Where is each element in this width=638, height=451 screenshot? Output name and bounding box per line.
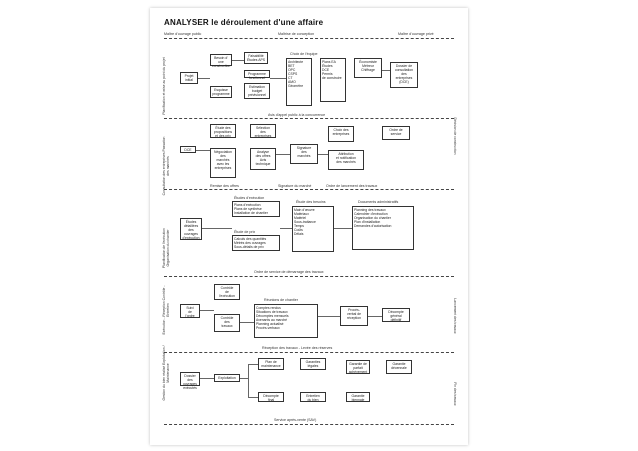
section-label-5: Gestion du bien réalisé Exploitation / Maintenance xyxy=(162,345,170,401)
connector xyxy=(276,154,290,155)
decompte-box: Décompte général définitif xyxy=(382,308,410,322)
marches-box: Signature des marchés xyxy=(290,144,318,164)
connector xyxy=(200,378,214,379)
documents-label: Documents administratifs xyxy=(358,200,399,204)
section4-footer: Réception des travaux - Levée des réserves xyxy=(262,346,333,350)
esquisse-box: Esquisse programme xyxy=(210,86,232,98)
faisabilite-box: Faisabilité Études APS xyxy=(244,52,268,64)
plans-box: Plans EA Études DCE Permis de construire xyxy=(320,58,346,102)
besoins-label: Étude des besoins xyxy=(296,200,326,204)
analyse-box: Analyse des offres Avis technique xyxy=(250,148,276,170)
top-right-label: Maître d'ouvrage privé xyxy=(398,32,434,36)
besoins-list: Main d'œuvre Matériaux Matériel Sous-traitance Temps Coûts Délais xyxy=(292,206,334,252)
section2-footer-right: Ordre de lancement des travaux xyxy=(326,184,378,188)
right-label-3: Fin des travaux xyxy=(453,382,457,406)
connector xyxy=(200,310,214,311)
section-divider-1 xyxy=(164,118,454,119)
biennale-box: Garantie biennale xyxy=(346,392,370,402)
section-label-1: Planification et mise au point du projet xyxy=(162,57,166,115)
section-label-3: Planification de l'exécution Organisation du chantier xyxy=(162,228,170,268)
section-label-4: Exécution - Réception Contrôle - Entretien xyxy=(162,285,170,335)
connector xyxy=(280,228,292,229)
decompte-final-box: Décompte final xyxy=(258,392,284,402)
connector xyxy=(248,364,258,365)
connector xyxy=(240,322,254,323)
entretien-box: Entretien du bien xyxy=(300,392,326,402)
dossier-ouvrages-box: Dossier des ouvrages exécutés xyxy=(180,372,200,386)
right-label-2: Lancement des travaux xyxy=(453,298,457,334)
gpa-box: Garantie de parfait achèvement xyxy=(346,360,370,374)
top-divider xyxy=(164,38,454,39)
etude-execution-label: Études d'exécution xyxy=(234,196,265,200)
etudes-detaillees-box: Études détaillées des ouvrages d'exécution xyxy=(180,218,202,240)
project-init-box: Projet initial xyxy=(180,72,198,84)
connector xyxy=(196,150,210,151)
section5-footer: Service après-vente (SAV) xyxy=(274,418,317,422)
connector xyxy=(368,316,382,317)
pv-reception-box: Procès- verbal de réception xyxy=(340,306,368,326)
section-divider-3 xyxy=(164,276,454,277)
suivi-ordre-box: Suivi de l'ordre xyxy=(180,304,200,318)
controle-execution-box: Contrôle de l'exécution xyxy=(214,284,240,300)
selection-box: Sélection des entreprises xyxy=(250,124,276,138)
connector xyxy=(202,228,232,229)
section2-footer-left: Remise des offres xyxy=(210,184,239,188)
reunions-list: Comptes rendus Situations de travaux Décomptes mensuels Avenants au marché Planning actualisé Procès-verbaux xyxy=(254,304,318,338)
controle-travaux-box: Contrôle des travaux xyxy=(214,314,240,332)
section-label-2: Consultation des entreprises Passation des marchés xyxy=(162,136,170,196)
section-divider-4 xyxy=(164,352,454,353)
connector xyxy=(232,60,244,61)
ordre-service-box: Ordre de service xyxy=(382,126,410,140)
choix-equipe-label: Choix de l'équipe xyxy=(290,52,318,56)
programme-box: Programme fonctionnel xyxy=(244,70,270,78)
connector xyxy=(318,154,328,155)
right-label-1: Décision de construction xyxy=(453,117,457,155)
section1-footer: Avis d'appel public à la concurrence xyxy=(268,113,326,117)
decennale-box: Garantie décennale xyxy=(386,360,412,374)
page-title: ANALYSER le déroulement d'une affaire xyxy=(164,18,324,27)
top-left-label: Maître d'ouvrage public xyxy=(164,32,202,36)
section2-footer-mid: Signature du marché xyxy=(278,184,312,188)
choix-entreprises-box: Choix des entreprises xyxy=(328,126,354,142)
attribution-box: Attribution et notification des marchés xyxy=(328,150,364,170)
connector xyxy=(270,78,286,79)
negotiation-box: Négociation des marchés avec les entreprises xyxy=(210,148,236,178)
quantites-box: Calculs des quantités Métrés des ouvrages Sous-détails de prix xyxy=(232,235,280,251)
section-divider-5 xyxy=(164,424,454,425)
documents-list: Planning des travaux Calendrier d'exécution Organisation du chantier Plan d'installation Demandes d'autorisation xyxy=(352,206,414,250)
top-center-label: Maîtrise de conception xyxy=(278,32,315,36)
dce-box-1: Dossier de consultation des entreprises (DCE) xyxy=(390,62,418,88)
document-page xyxy=(150,8,468,445)
section3-footer: Ordre de service de démarrage des travaux xyxy=(254,270,324,274)
connector xyxy=(382,70,390,71)
exploitation-box: Exploitation xyxy=(214,374,240,382)
connector xyxy=(318,316,340,317)
section-divider-2 xyxy=(164,189,454,190)
connector xyxy=(334,228,352,229)
plans-execution-box: Plans d'exécution Plans de synthèse Installation de chantier xyxy=(232,201,280,217)
reunions-label: Réunions de chantier xyxy=(264,298,298,302)
connector xyxy=(248,364,249,398)
etude-prix-label: Étude de prix xyxy=(234,230,256,234)
besoin-box: Besoin d' une construction xyxy=(212,56,231,68)
estimation-box: Estimation budget prévisionnel xyxy=(244,83,270,99)
choix-equipe-list: Architecte BET OPC CSPS CT AMO Géomètre xyxy=(286,58,312,106)
connector xyxy=(240,378,248,379)
connector xyxy=(248,397,258,398)
etude-prix-box: Étude des propositions et des prix xyxy=(210,124,236,138)
connector xyxy=(198,78,210,79)
garanties-box: Garanties légales xyxy=(300,358,326,370)
maintenance-box: Plan de maintenance xyxy=(258,358,284,370)
economiste-box: Économiste Métreur Chiffrage xyxy=(354,58,382,78)
dce-box-2: DCE xyxy=(180,146,196,153)
